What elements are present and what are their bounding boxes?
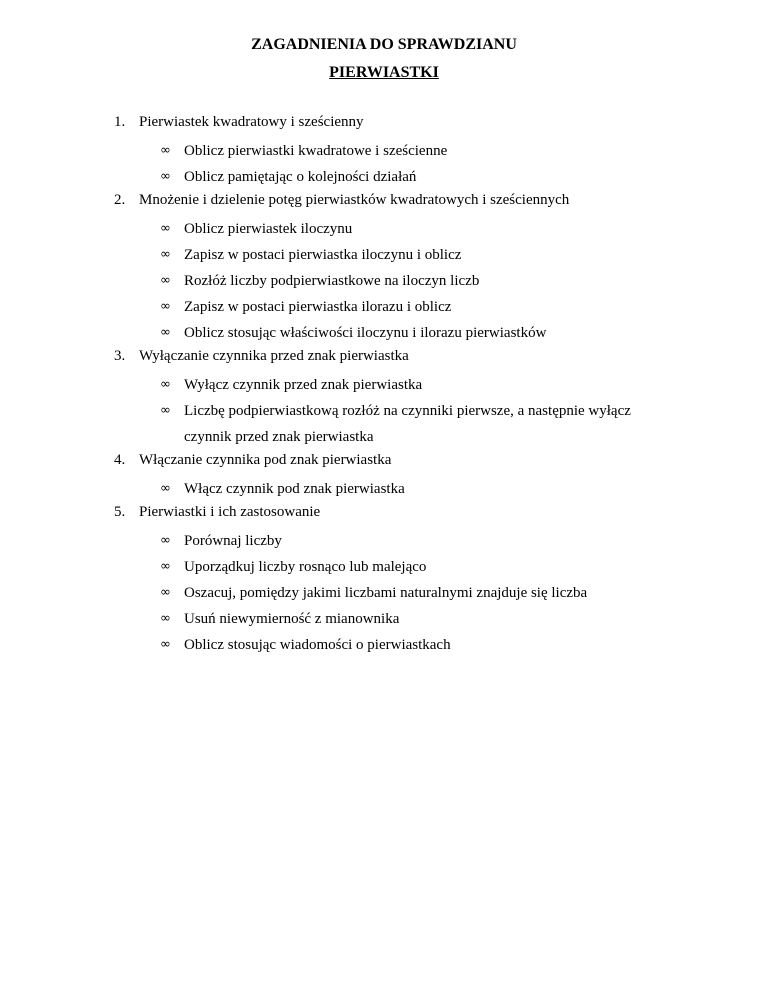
list-item-text: Wyłącz czynnik przed znak pierwiastka: [184, 377, 423, 393]
list-item: [0, 580, 768, 606]
infinity-bullet-icon: ∞: [160, 637, 171, 652]
list-item-text: Porównaj liczby: [184, 533, 282, 549]
infinity-bullet-icon: ∞: [160, 169, 171, 184]
infinity-bullet-icon: ∞: [160, 143, 171, 158]
list-item-text: Oblicz pierwiastek iloczynu: [184, 221, 353, 237]
section-heading: [0, 112, 768, 138]
section-heading: [0, 346, 768, 372]
list-item: [0, 320, 768, 346]
topic-section: [0, 346, 768, 450]
section-heading: [0, 190, 768, 216]
infinity-bullet-icon: ∞: [160, 559, 171, 574]
list-item: [0, 268, 768, 294]
infinity-bullet-icon: ∞: [160, 481, 171, 496]
list-item-text: Oblicz pamiętając o kolejności działań: [184, 169, 417, 185]
list-item-text: Zapisz w postaci pierwiastka iloczynu i oblicz: [184, 247, 462, 263]
section-heading: [0, 502, 768, 528]
section-heading-text: Pierwiastki i ich zastosowanie: [139, 504, 321, 520]
list-item-text: Oblicz stosując właściwości iloczynu i ilorazu pierwiastków: [184, 325, 547, 341]
list-item-text: Liczbę podpierwiastkową rozłóż na czynniki pierwsze, a następnie wyłącz czynnik przed znak pierwiastka: [184, 403, 631, 445]
list-item: [0, 398, 768, 450]
list-item: [0, 216, 768, 242]
list-item: [0, 554, 768, 580]
list-item-text: Zapisz w postaci pierwiastka ilorazu i oblicz: [184, 299, 452, 315]
section-heading-text: Wyłączanie czynnika przed znak pierwiastka: [139, 348, 409, 364]
topic-section: [0, 112, 768, 190]
infinity-bullet-icon: ∞: [160, 533, 171, 548]
list-item-text: Usuń niewymierność z mianownika: [184, 611, 400, 627]
page-title: ZAGADNIENIA DO SPRAWDZIANU: [251, 36, 517, 53]
list-item-text: Oszacuj, pomiędzy jakimi liczbami naturalnymi znajduje się liczba: [184, 585, 588, 601]
list-item: [0, 606, 768, 632]
list-item: [0, 632, 768, 658]
section-number: 5.: [114, 504, 126, 520]
section-number: 4.: [114, 452, 126, 468]
list-item-text: Rozłóż liczby podpierwiastkowe na iloczyn liczb: [184, 273, 480, 289]
topic-section: [0, 450, 768, 502]
infinity-bullet-icon: ∞: [160, 273, 171, 288]
section-heading: [0, 450, 768, 476]
list-item: [0, 476, 768, 502]
list-item: [0, 372, 768, 398]
infinity-bullet-icon: ∞: [160, 377, 171, 392]
section-heading-text: Mnożenie i dzielenie potęg pierwiastków kwadratowych i sześciennych: [139, 192, 570, 208]
infinity-bullet-icon: ∞: [160, 585, 171, 600]
list-item-text: Uporządkuj liczby rosnąco lub malejąco: [184, 559, 427, 575]
section-number: 2.: [114, 192, 126, 208]
section-number: 1.: [114, 114, 126, 130]
infinity-bullet-icon: ∞: [160, 221, 171, 236]
list-item: [0, 528, 768, 554]
infinity-bullet-icon: ∞: [160, 299, 171, 314]
list-item: [0, 164, 768, 190]
list-item-text: Oblicz pierwiastki kwadratowe i sześcienne: [184, 143, 448, 159]
topic-section: [0, 502, 768, 658]
topic-list: [0, 112, 768, 658]
section-heading-text: Pierwiastek kwadratowy i sześcienny: [139, 114, 364, 130]
infinity-bullet-icon: ∞: [160, 611, 171, 626]
list-item: [0, 242, 768, 268]
section-heading-text: Włączanie czynnika pod znak pierwiastka: [139, 452, 392, 468]
infinity-bullet-icon: ∞: [160, 247, 171, 262]
infinity-bullet-icon: ∞: [160, 403, 171, 418]
topic-section: [0, 190, 768, 346]
page-subtitle: PIERWIASTKI: [329, 64, 439, 81]
section-number: 3.: [114, 348, 126, 364]
infinity-bullet-icon: ∞: [160, 325, 171, 340]
list-item: [0, 294, 768, 320]
list-item: [0, 138, 768, 164]
list-item-text: Oblicz stosując wiadomości o pierwiastkach: [184, 637, 451, 653]
list-item-text: Włącz czynnik pod znak pierwiastka: [184, 481, 405, 497]
